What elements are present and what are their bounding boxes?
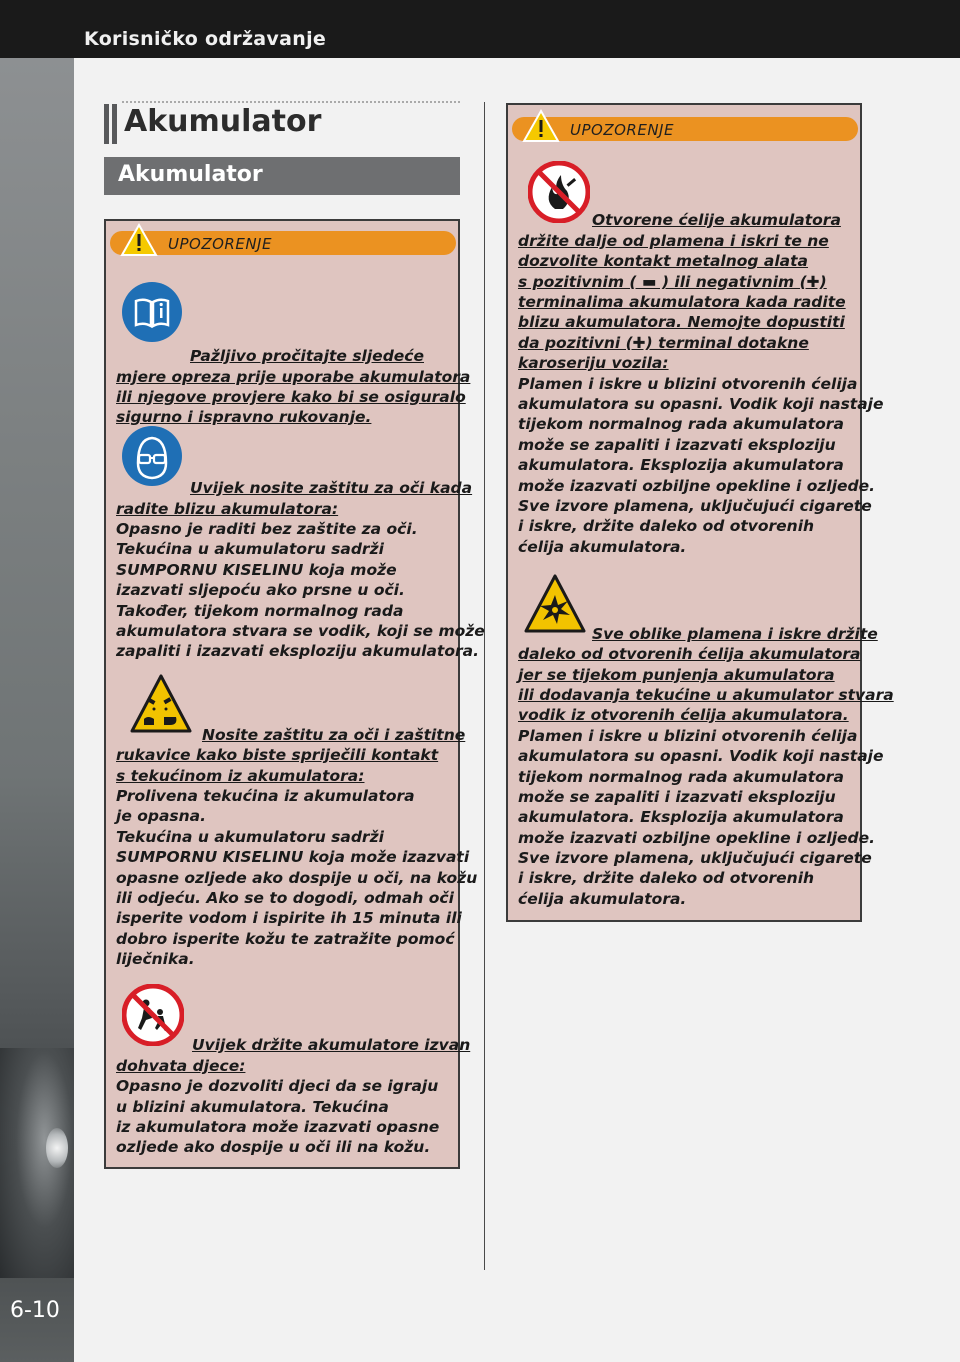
item-text: Otvorene ćelije akumulatora [592,211,841,229]
item-text: terminalima akumulatora kada radite [518,293,846,311]
item-text: akumulatora. Eksplozija akumulatora [518,808,844,826]
item-text: akumulatora su opasni. Vodik koji nastaje [518,395,884,413]
car-headlight [46,1128,68,1168]
subsection-title: Akumulator [118,162,263,187]
warning-item-no-flame [518,161,884,561]
eye-protection-icon [121,425,183,487]
warning-item-explosive [518,573,894,913]
item-text: blizu akumulatora. Nemojte dopustiti [518,313,845,331]
item-text: može izazvati ozbiljne opekline i ozljede. [518,829,876,847]
item-text: radite blizu akumulatora: [116,500,339,518]
warning-triangle-icon [120,223,158,257]
warning-box-left [104,219,485,1169]
item-text: akumulatora. Eksplozija akumulatora [518,456,844,474]
heading-dotted-rule [122,101,460,103]
warning-triangle-icon [522,109,560,143]
item-text: jer se tijekom punjenja akumulatora [518,666,835,684]
warning-box-right [506,103,894,922]
item-text: može se zapaliti i izazvati eksploziju [518,788,836,806]
item-text: Također, tijekom normalnog rada [116,602,404,620]
item-text: Sve oblike plamena i iskre držite [592,625,878,643]
warning-pill [512,117,858,141]
item-text: zapaliti i izazvati eksploziju akumulatora. [116,642,479,660]
item-text: izazvati sljepoću ako prsne u oči. [116,581,405,599]
item-text: i iskre, držite daleko od otvorenih [518,869,815,887]
item-text: držite dalje od plamena i iskri te ne [518,232,829,250]
item-text: je opasna. [116,807,207,825]
keep-away-from-children-icon [122,984,184,1046]
no-open-flame-icon [528,161,590,223]
item-text: s pozitivnim ( ▬ ) ili negativnim (✚) [518,273,827,291]
item-text: vodik iz otvorenih ćelija akumulatora. [518,706,849,724]
warning-item-children [116,981,471,1161]
item-text: Tekućina u akumulatoru sadrži [116,828,384,846]
heading-marker [104,104,120,144]
item-text: ili odjeću. Ako se to dogodi, odmah oči [116,889,454,907]
corrosive-icon [130,673,192,735]
item-text: mjere opreza prije uporabe akumulatora [116,368,471,386]
item-text: Plamen i iskre u blizini otvorenih ćelija [518,375,858,393]
item-text: akumulatora stvara se vodik, koji se može [116,622,485,640]
item-text: da pozitivni (✚) terminal dotakne [518,334,809,352]
item-text: daleko od otvorenih ćelija akumulatora [518,645,861,663]
item-text: SUMPORNU KISELINU koja može izazvati [116,848,470,866]
item-text: Opasno je dozvoliti djeci da se igraju [116,1077,439,1095]
item-text: ćelija akumulatora. [518,890,687,908]
read-manual-icon [121,281,183,343]
item-text: dozvolite kontakt metalnog alata [518,252,809,270]
warning-item-read-manual [116,281,471,426]
column-divider [484,102,485,1270]
item-text: Tekućina u akumulatoru sadrži [116,540,384,558]
warning-label: UPOZORENJE [168,235,272,253]
item-text: Plamen i iskre u blizini otvorenih ćelija [518,727,858,745]
item-text: akumulatora su opasni. Vodik koji nastaje [518,747,884,765]
side-photo-strip [0,58,74,1362]
item-text: tijekom normalnog rada akumulatora [518,415,844,433]
item-text: Uvijek nosite zaštitu za oči kada [190,479,473,497]
item-text: s tekućinom iz akumulatora: [116,767,365,785]
warning-item-eye-protection [116,421,485,671]
item-text: sigurno i ispravno rukovanje. [116,408,372,426]
explosive-icon [524,573,586,635]
item-text: rukavice kako biste spriječili kontakt [116,746,439,764]
item-text: ozljede ako dospije u oči ili na kožu. [116,1138,431,1156]
item-text: Prolivena tekućina iz akumulatora [116,787,415,805]
item-text: liječnika. [116,950,195,968]
item-text: isperite vodom i ispirite ih 15 minuta ili [116,909,462,927]
item-text: SUMPORNU KISELINU koja može [116,561,397,579]
item-text: Uvijek držite akumulatore izvan [192,1036,471,1054]
item-text: opasne ozljede ako dospije u oči, na kožu [116,869,478,887]
warning-pill [110,231,456,255]
item-text: ćelija akumulatora. [518,538,687,556]
item-text: dohvata djece: [116,1057,246,1075]
page-number: 6-10 [10,1298,60,1323]
item-text: dobro isperite kožu te zatražite pomoć [116,930,455,948]
section-title: Akumulator [124,104,322,139]
item-text: tijekom normalnog rada akumulatora [518,768,844,786]
header-bar [0,0,960,58]
subsection-bar [104,157,460,195]
item-text: Opasno je raditi bez zaštite za oči. [116,520,418,538]
item-text: u blizini akumulatora. Tekućina [116,1098,389,1116]
item-text: Pažljivo pročitajte sljedeće [190,347,424,365]
item-text: karoseriju vozila: [518,354,669,372]
item-text: može izazvati ozbiljne opekline i ozljede. [518,477,876,495]
item-text: i iskre, držite daleko od otvorenih [518,517,815,535]
item-text: može se zapaliti i izazvati eksploziju [518,436,836,454]
item-text: ili njegove provjere kako bi se osiguralo [116,388,466,406]
warning-item-corrosive [116,673,478,973]
warning-label: UPOZORENJE [570,121,674,139]
item-text: Nosite zaštitu za oči i zaštitne [202,726,466,744]
item-text: Sve izvore plamena, uključujući cigarete [518,849,872,867]
item-text: iz akumulatora može izazvati opasne [116,1118,440,1136]
item-text: Sve izvore plamena, uključujući cigarete [518,497,872,515]
item-text: ili dodavanja tekućine u akumulator stvara [518,686,894,704]
header-title: Korisničko održavanje [84,28,327,50]
